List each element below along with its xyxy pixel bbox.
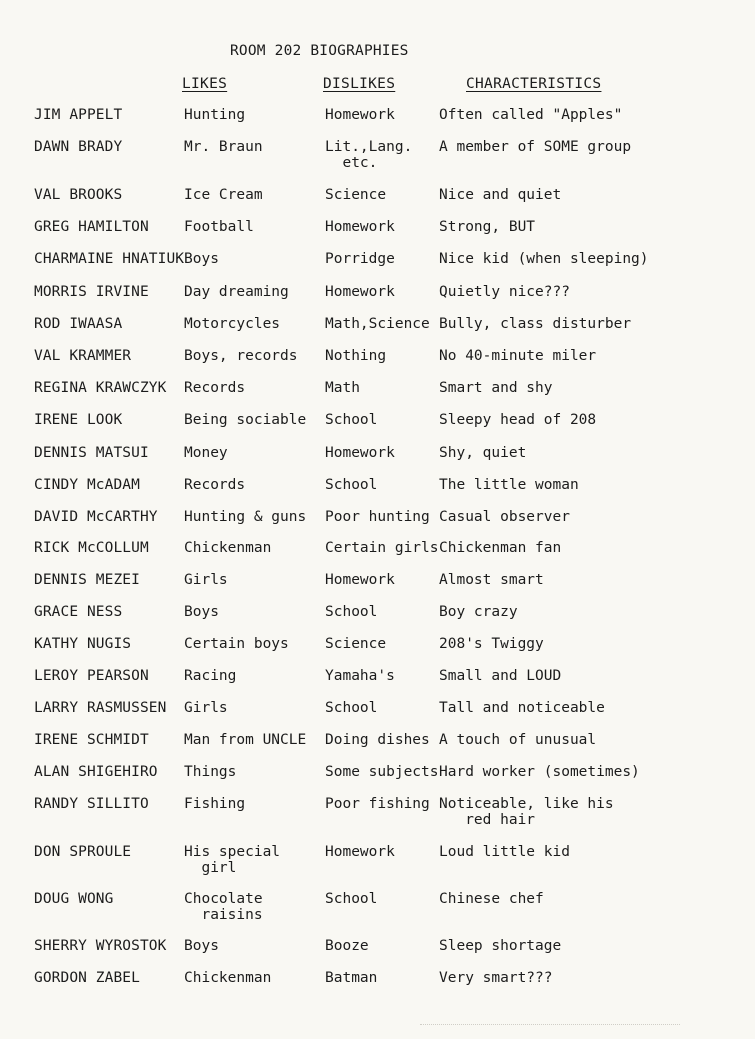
- dislikes-cell: Certain girls: [325, 540, 439, 556]
- dislikes-cell: Math: [325, 380, 360, 396]
- characteristics-cell: Noticeable, like his red hair: [439, 796, 614, 828]
- likes-cell: Mr. Braun: [184, 139, 263, 155]
- dislikes-cell: Booze: [325, 938, 369, 954]
- likes-cell: His special girl: [184, 844, 281, 876]
- student-name: DOUG WONG: [34, 891, 114, 907]
- dislikes-cell: Nothing: [325, 348, 387, 364]
- likes-cell: Records: [184, 380, 246, 396]
- likes-cell: Chickenman: [184, 540, 272, 556]
- student-name: GORDON ZABEL: [34, 970, 140, 986]
- likes-cell: Man from UNCLE: [184, 732, 307, 748]
- dislikes-cell: Poor hunting: [325, 509, 430, 525]
- likes-cell: Boys, records: [184, 348, 298, 364]
- characteristics-cell: Chickenman fan: [439, 540, 562, 556]
- characteristics-cell: Boy crazy: [439, 604, 518, 620]
- characteristics-cell: Tall and noticeable: [439, 700, 605, 716]
- likes-cell: Chickenman: [184, 970, 272, 986]
- likes-cell: Boys: [184, 604, 219, 620]
- dislikes-cell: School: [325, 477, 378, 493]
- characteristics-cell: Nice and quiet: [439, 187, 562, 203]
- characteristics-cell: Loud little kid: [439, 844, 570, 860]
- student-name: LARRY RASMUSSEN: [34, 700, 167, 716]
- student-name: ALAN SHIGEHIRO: [34, 764, 158, 780]
- likes-cell: Girls: [184, 700, 228, 716]
- dislikes-cell: Batman: [325, 970, 378, 986]
- likes-cell: Boys: [184, 251, 219, 267]
- student-name: LEROY PEARSON: [34, 668, 149, 684]
- likes-cell: Certain boys: [184, 636, 289, 652]
- characteristics-cell: Chinese chef: [439, 891, 544, 907]
- student-name: CHARMAINE HNATIUK: [34, 251, 185, 267]
- likes-cell: Boys: [184, 938, 219, 954]
- student-name: REGINA KRAWCZYK: [34, 380, 167, 396]
- dislikes-cell: Yamaha's: [325, 668, 395, 684]
- characteristics-cell: Shy, quiet: [439, 445, 527, 461]
- dislikes-cell: Homework: [325, 219, 395, 235]
- likes-cell: Motorcycles: [184, 316, 281, 332]
- likes-cell: Day dreaming: [184, 284, 289, 300]
- characteristics-cell: Strong, BUT: [439, 219, 536, 235]
- dislikes-cell: Lit.,Lang. etc.: [325, 139, 413, 171]
- student-name: DENNIS MATSUI: [34, 445, 149, 461]
- student-name: SHERRY WYROSTOK: [34, 938, 167, 954]
- dislikes-cell: Homework: [325, 844, 395, 860]
- dislikes-cell: Doing dishes: [325, 732, 430, 748]
- characteristics-cell: The little woman: [439, 477, 579, 493]
- dislikes-cell: Homework: [325, 107, 395, 123]
- student-name: DON SPROULE: [34, 844, 132, 860]
- column-header-characteristics: CHARACTERISTICS: [466, 76, 602, 92]
- likes-cell: Chocolate raisins: [184, 891, 263, 923]
- likes-cell: Fishing: [184, 796, 246, 812]
- characteristics-cell: Very smart???: [439, 970, 553, 986]
- dislikes-cell: Science: [325, 636, 387, 652]
- column-header-dislikes: DISLIKES: [323, 76, 396, 92]
- student-name: KATHY NUGIS: [34, 636, 132, 652]
- characteristics-cell: Hard worker (sometimes): [439, 764, 640, 780]
- characteristics-cell: A member of SOME group: [439, 139, 632, 155]
- likes-cell: Football: [184, 219, 254, 235]
- student-name: IRENE LOOK: [34, 412, 123, 428]
- page-edge-marks: [420, 1024, 680, 1027]
- characteristics-cell: No 40-minute miler: [439, 348, 597, 364]
- likes-cell: Ice Cream: [184, 187, 263, 203]
- dislikes-cell: School: [325, 891, 378, 907]
- dislikes-cell: Some subjects: [325, 764, 439, 780]
- characteristics-cell: 208's Twiggy: [439, 636, 544, 652]
- student-name: DAWN BRADY: [34, 139, 123, 155]
- likes-cell: Things: [184, 764, 237, 780]
- characteristics-cell: Smart and shy: [439, 380, 553, 396]
- page-title: ROOM 202 BIOGRAPHIES: [230, 43, 409, 59]
- student-name: IRENE SCHMIDT: [34, 732, 149, 748]
- characteristics-cell: Quietly nice???: [439, 284, 570, 300]
- student-name: RICK McCOLLUM: [34, 540, 149, 556]
- characteristics-cell: Small and LOUD: [439, 668, 562, 684]
- student-name: GREG HAMILTON: [34, 219, 149, 235]
- likes-cell: Being sociable: [184, 412, 307, 428]
- characteristics-cell: Bully, class disturber: [439, 316, 632, 332]
- dislikes-cell: Homework: [325, 284, 395, 300]
- characteristics-cell: Sleep shortage: [439, 938, 562, 954]
- likes-cell: Girls: [184, 572, 228, 588]
- characteristics-cell: A touch of unusual: [439, 732, 597, 748]
- dislikes-cell: School: [325, 700, 378, 716]
- dislikes-cell: Homework: [325, 445, 395, 461]
- student-name: ROD IWAASA: [34, 316, 123, 332]
- student-name: DENNIS MEZEI: [34, 572, 140, 588]
- student-name: GRACE NESS: [34, 604, 123, 620]
- likes-cell: Racing: [184, 668, 237, 684]
- student-name: RANDY SILLITO: [34, 796, 149, 812]
- column-header-likes: LIKES: [182, 76, 228, 92]
- characteristics-cell: Almost smart: [439, 572, 544, 588]
- characteristics-cell: Casual observer: [439, 509, 570, 525]
- dislikes-cell: Homework: [325, 572, 395, 588]
- characteristics-cell: Sleepy head of 208: [439, 412, 597, 428]
- student-name: VAL KRAMMER: [34, 348, 132, 364]
- dislikes-cell: School: [325, 604, 378, 620]
- student-name: DAVID McCARTHY: [34, 509, 158, 525]
- student-name: MORRIS IRVINE: [34, 284, 149, 300]
- likes-cell: Money: [184, 445, 228, 461]
- likes-cell: Hunting & guns: [184, 509, 307, 525]
- dislikes-cell: Science: [325, 187, 387, 203]
- characteristics-cell: Often called "Apples": [439, 107, 623, 123]
- characteristics-cell: Nice kid (when sleeping): [439, 251, 649, 267]
- student-name: VAL BROOKS: [34, 187, 123, 203]
- dislikes-cell: Porridge: [325, 251, 395, 267]
- student-name: JIM APPELT: [34, 107, 123, 123]
- student-name: CINDY McADAM: [34, 477, 140, 493]
- likes-cell: Hunting: [184, 107, 246, 123]
- dislikes-cell: Poor fishing: [325, 796, 430, 812]
- likes-cell: Records: [184, 477, 246, 493]
- dislikes-cell: School: [325, 412, 378, 428]
- dislikes-cell: Math,Science: [325, 316, 430, 332]
